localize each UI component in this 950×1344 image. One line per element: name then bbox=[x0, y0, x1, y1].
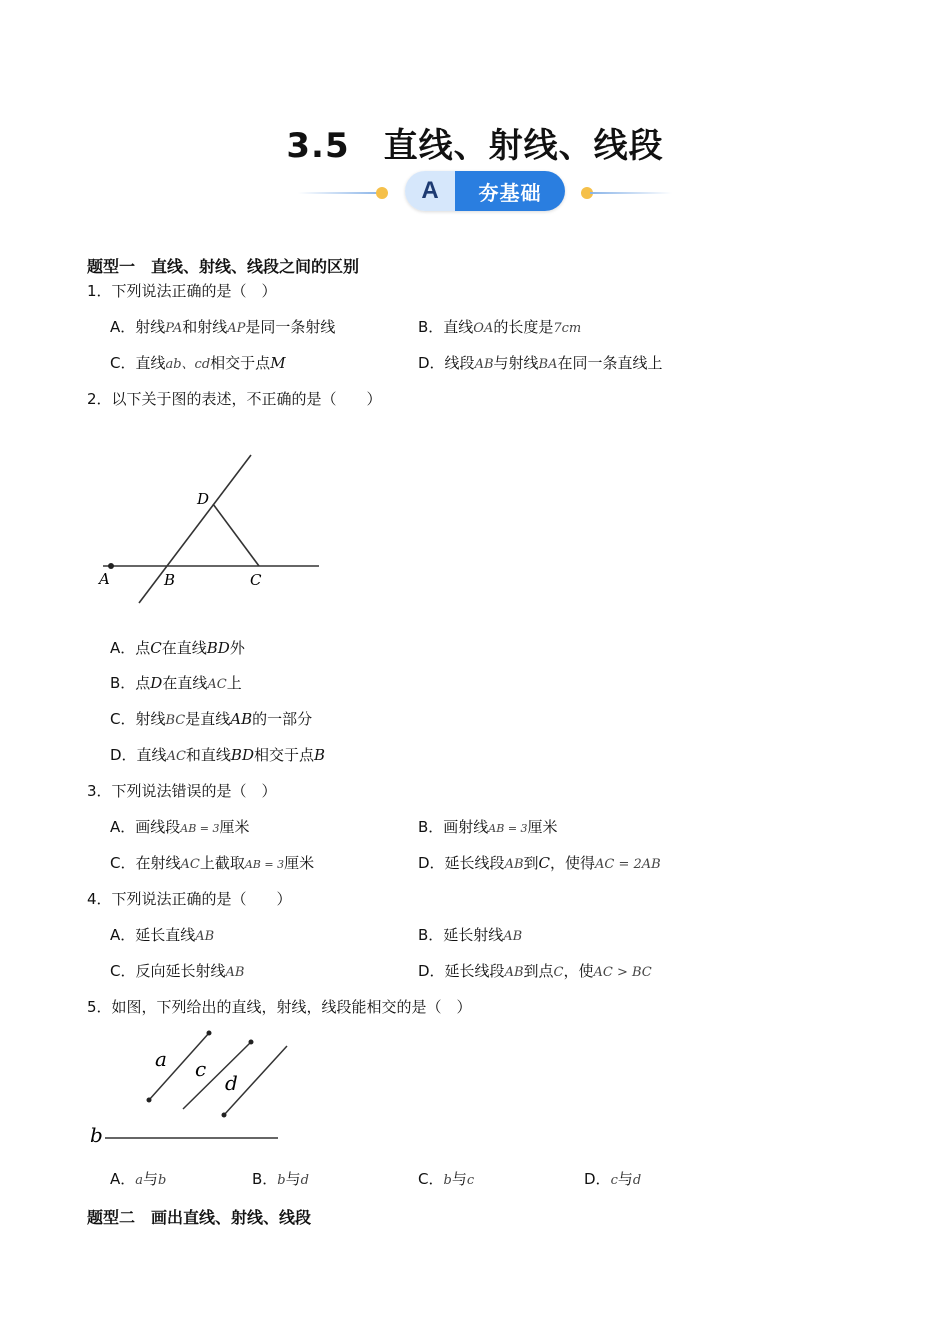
question-4-stem: 4．下列说法正确的是（ ） bbox=[87, 890, 292, 908]
math: AB bbox=[225, 965, 245, 980]
q4-option-d[interactable] bbox=[418, 960, 652, 981]
section-title: 直线、射线、线段 bbox=[383, 126, 664, 166]
banner-line-left bbox=[298, 192, 380, 194]
label-a: a bbox=[155, 1047, 167, 1071]
option-text: 厘米 bbox=[527, 818, 558, 836]
label-d: d bbox=[225, 1071, 238, 1095]
math: C bbox=[553, 965, 564, 980]
math: 7cm bbox=[553, 321, 582, 336]
q3-option-c[interactable] bbox=[110, 852, 314, 873]
q5-option-b[interactable] bbox=[252, 1168, 309, 1189]
option-text: 与 bbox=[143, 1170, 159, 1188]
math: C bbox=[538, 854, 551, 872]
q2-option-c[interactable] bbox=[110, 708, 312, 729]
q5-option-d[interactable] bbox=[584, 1168, 641, 1189]
option-text: 和射线 bbox=[182, 318, 228, 336]
option-label: C．在射线 bbox=[110, 854, 181, 872]
math: BD bbox=[206, 639, 230, 657]
q5-figure bbox=[85, 1024, 295, 1150]
option-text: 的一部分 bbox=[252, 710, 313, 728]
option-label: A．画线段 bbox=[110, 818, 181, 836]
label-c: C bbox=[250, 571, 262, 589]
section-heading: 题型二 画出直线、射线、线段 bbox=[87, 1208, 312, 1227]
option-label: B．直线 bbox=[418, 318, 474, 336]
math: AB = 3 bbox=[488, 822, 528, 835]
q1-option-d[interactable] bbox=[418, 352, 663, 373]
option-text: 是直线 bbox=[185, 710, 231, 728]
math: AP bbox=[227, 321, 246, 336]
math: AB bbox=[504, 965, 524, 980]
option-label: D．延长线段 bbox=[418, 962, 505, 980]
q3-option-d[interactable] bbox=[418, 852, 661, 873]
option-label: D． bbox=[584, 1170, 611, 1188]
q5-option-c[interactable] bbox=[418, 1168, 474, 1189]
option-label: C． bbox=[418, 1170, 444, 1188]
option-label: B．画射线 bbox=[418, 818, 489, 836]
option-text: 相交于点 bbox=[253, 746, 314, 764]
badge-text: 夯基础 bbox=[455, 171, 565, 211]
math: PA bbox=[165, 321, 183, 336]
q4-option-a[interactable] bbox=[110, 924, 214, 945]
option-label: C．反向延长射线 bbox=[110, 962, 226, 980]
option-text: 是同一条射线 bbox=[245, 318, 336, 336]
option-text: 在同一条直线上 bbox=[557, 354, 663, 372]
label-a: A bbox=[99, 570, 110, 588]
option-label: D．线段 bbox=[418, 354, 475, 372]
option-label: B．点 bbox=[110, 674, 151, 692]
option-label: D．直线 bbox=[110, 746, 167, 764]
option-label: A．延长直线 bbox=[110, 926, 196, 944]
math: B bbox=[314, 746, 326, 764]
math: BA bbox=[538, 357, 558, 372]
math: AB = 3 bbox=[244, 858, 285, 871]
option-text: 与 bbox=[617, 1170, 633, 1188]
math: AB = 3 bbox=[180, 822, 220, 835]
q1-option-c[interactable] bbox=[110, 352, 286, 373]
math: AB bbox=[230, 710, 253, 728]
math: b bbox=[443, 1173, 452, 1188]
math: M bbox=[270, 354, 286, 372]
option-text: 上截取 bbox=[199, 854, 245, 872]
q2-option-a[interactable] bbox=[110, 637, 245, 658]
option-text: 与 bbox=[285, 1170, 301, 1188]
page-title bbox=[0, 118, 950, 167]
option-text: 的长度是 bbox=[493, 318, 554, 336]
option-text: 在直线 bbox=[161, 639, 207, 657]
endpoint-c bbox=[249, 1040, 254, 1045]
label-b: B bbox=[164, 571, 176, 589]
option-text: ，使 bbox=[563, 962, 594, 980]
option-text: 到 bbox=[523, 854, 539, 872]
badge-letter: A bbox=[405, 171, 455, 211]
math: AC = 2AB bbox=[595, 857, 661, 872]
segment-dc bbox=[213, 504, 259, 566]
option-label: A．射线 bbox=[110, 318, 166, 336]
option-text: 外 bbox=[229, 639, 245, 657]
math: AC bbox=[180, 857, 200, 872]
math: AC bbox=[207, 677, 227, 692]
math: a bbox=[135, 1173, 144, 1188]
option-text: 与射线 bbox=[493, 354, 539, 372]
math: AB bbox=[503, 929, 523, 944]
question-3-stem: 3．下列说法错误的是（ ） bbox=[87, 782, 277, 800]
option-label: B．延长射线 bbox=[418, 926, 504, 944]
q5-option-a[interactable] bbox=[110, 1168, 166, 1189]
math: c bbox=[610, 1173, 618, 1188]
point-a bbox=[108, 563, 114, 569]
option-text: 到点 bbox=[523, 962, 554, 980]
math: AC bbox=[166, 749, 186, 764]
option-label: A．点 bbox=[110, 639, 151, 657]
option-label: C．射线 bbox=[110, 710, 166, 728]
q4-option-c[interactable] bbox=[110, 960, 244, 981]
option-label: C．直线 bbox=[110, 354, 166, 372]
q2-option-b[interactable] bbox=[110, 672, 242, 693]
q4-option-b[interactable] bbox=[418, 924, 522, 945]
banner-line-right bbox=[590, 192, 672, 194]
math: c bbox=[466, 1173, 475, 1188]
math: ab、cd bbox=[165, 357, 211, 372]
option-text: 上 bbox=[226, 674, 242, 692]
option-text: 厘米 bbox=[219, 818, 250, 836]
math: AB bbox=[195, 929, 215, 944]
section-heading: 题型一 直线、射线、线段之间的区别 bbox=[87, 257, 360, 276]
math: AB bbox=[474, 357, 494, 372]
math: BD bbox=[230, 746, 254, 764]
math: D bbox=[150, 674, 163, 692]
option-text: ，使得 bbox=[550, 854, 596, 872]
endpoint-a1 bbox=[147, 1098, 152, 1103]
label-d: D bbox=[197, 490, 210, 508]
math: C bbox=[150, 639, 162, 657]
math: OA bbox=[473, 321, 494, 336]
endpoint-a2 bbox=[207, 1031, 212, 1036]
option-label: A． bbox=[110, 1170, 136, 1188]
banner-dot-left bbox=[376, 187, 388, 199]
label-c: c bbox=[195, 1057, 207, 1081]
level-badge bbox=[405, 171, 565, 211]
option-label: D．延长线段 bbox=[418, 854, 505, 872]
option-label: B． bbox=[252, 1170, 278, 1188]
math: b bbox=[277, 1173, 286, 1188]
option-text: 厘米 bbox=[284, 854, 315, 872]
q3-option-b[interactable] bbox=[418, 816, 558, 837]
question-1-stem: 1．下列说法正确的是（ ） bbox=[87, 282, 277, 300]
math: AB bbox=[504, 857, 524, 872]
line-bd bbox=[139, 455, 251, 603]
math: AC > BC bbox=[593, 965, 652, 980]
q2-option-d[interactable] bbox=[110, 744, 325, 765]
endpoint-d bbox=[222, 1113, 227, 1118]
question-5-stem: 5．如图，下列给出的直线，射线，线段能相交的是（ ） bbox=[87, 998, 472, 1016]
option-text: 相交于点 bbox=[210, 354, 271, 372]
math: d bbox=[300, 1173, 309, 1188]
section-number: 3.5 bbox=[286, 126, 350, 166]
question-2-stem: 2．以下关于图的表述，不正确的是（ ） bbox=[87, 390, 382, 408]
math: BC bbox=[165, 713, 186, 728]
q1-option-a[interactable] bbox=[110, 316, 335, 337]
q1-option-b[interactable] bbox=[418, 316, 581, 337]
math: b bbox=[158, 1173, 167, 1188]
option-text: 和直线 bbox=[185, 746, 231, 764]
q3-option-a[interactable] bbox=[110, 816, 250, 837]
q2-figure bbox=[95, 448, 335, 608]
option-text: 在直线 bbox=[162, 674, 208, 692]
label-b: b bbox=[90, 1123, 103, 1147]
math: d bbox=[632, 1173, 642, 1188]
option-text: 与 bbox=[451, 1170, 467, 1188]
ray-c bbox=[183, 1042, 251, 1109]
